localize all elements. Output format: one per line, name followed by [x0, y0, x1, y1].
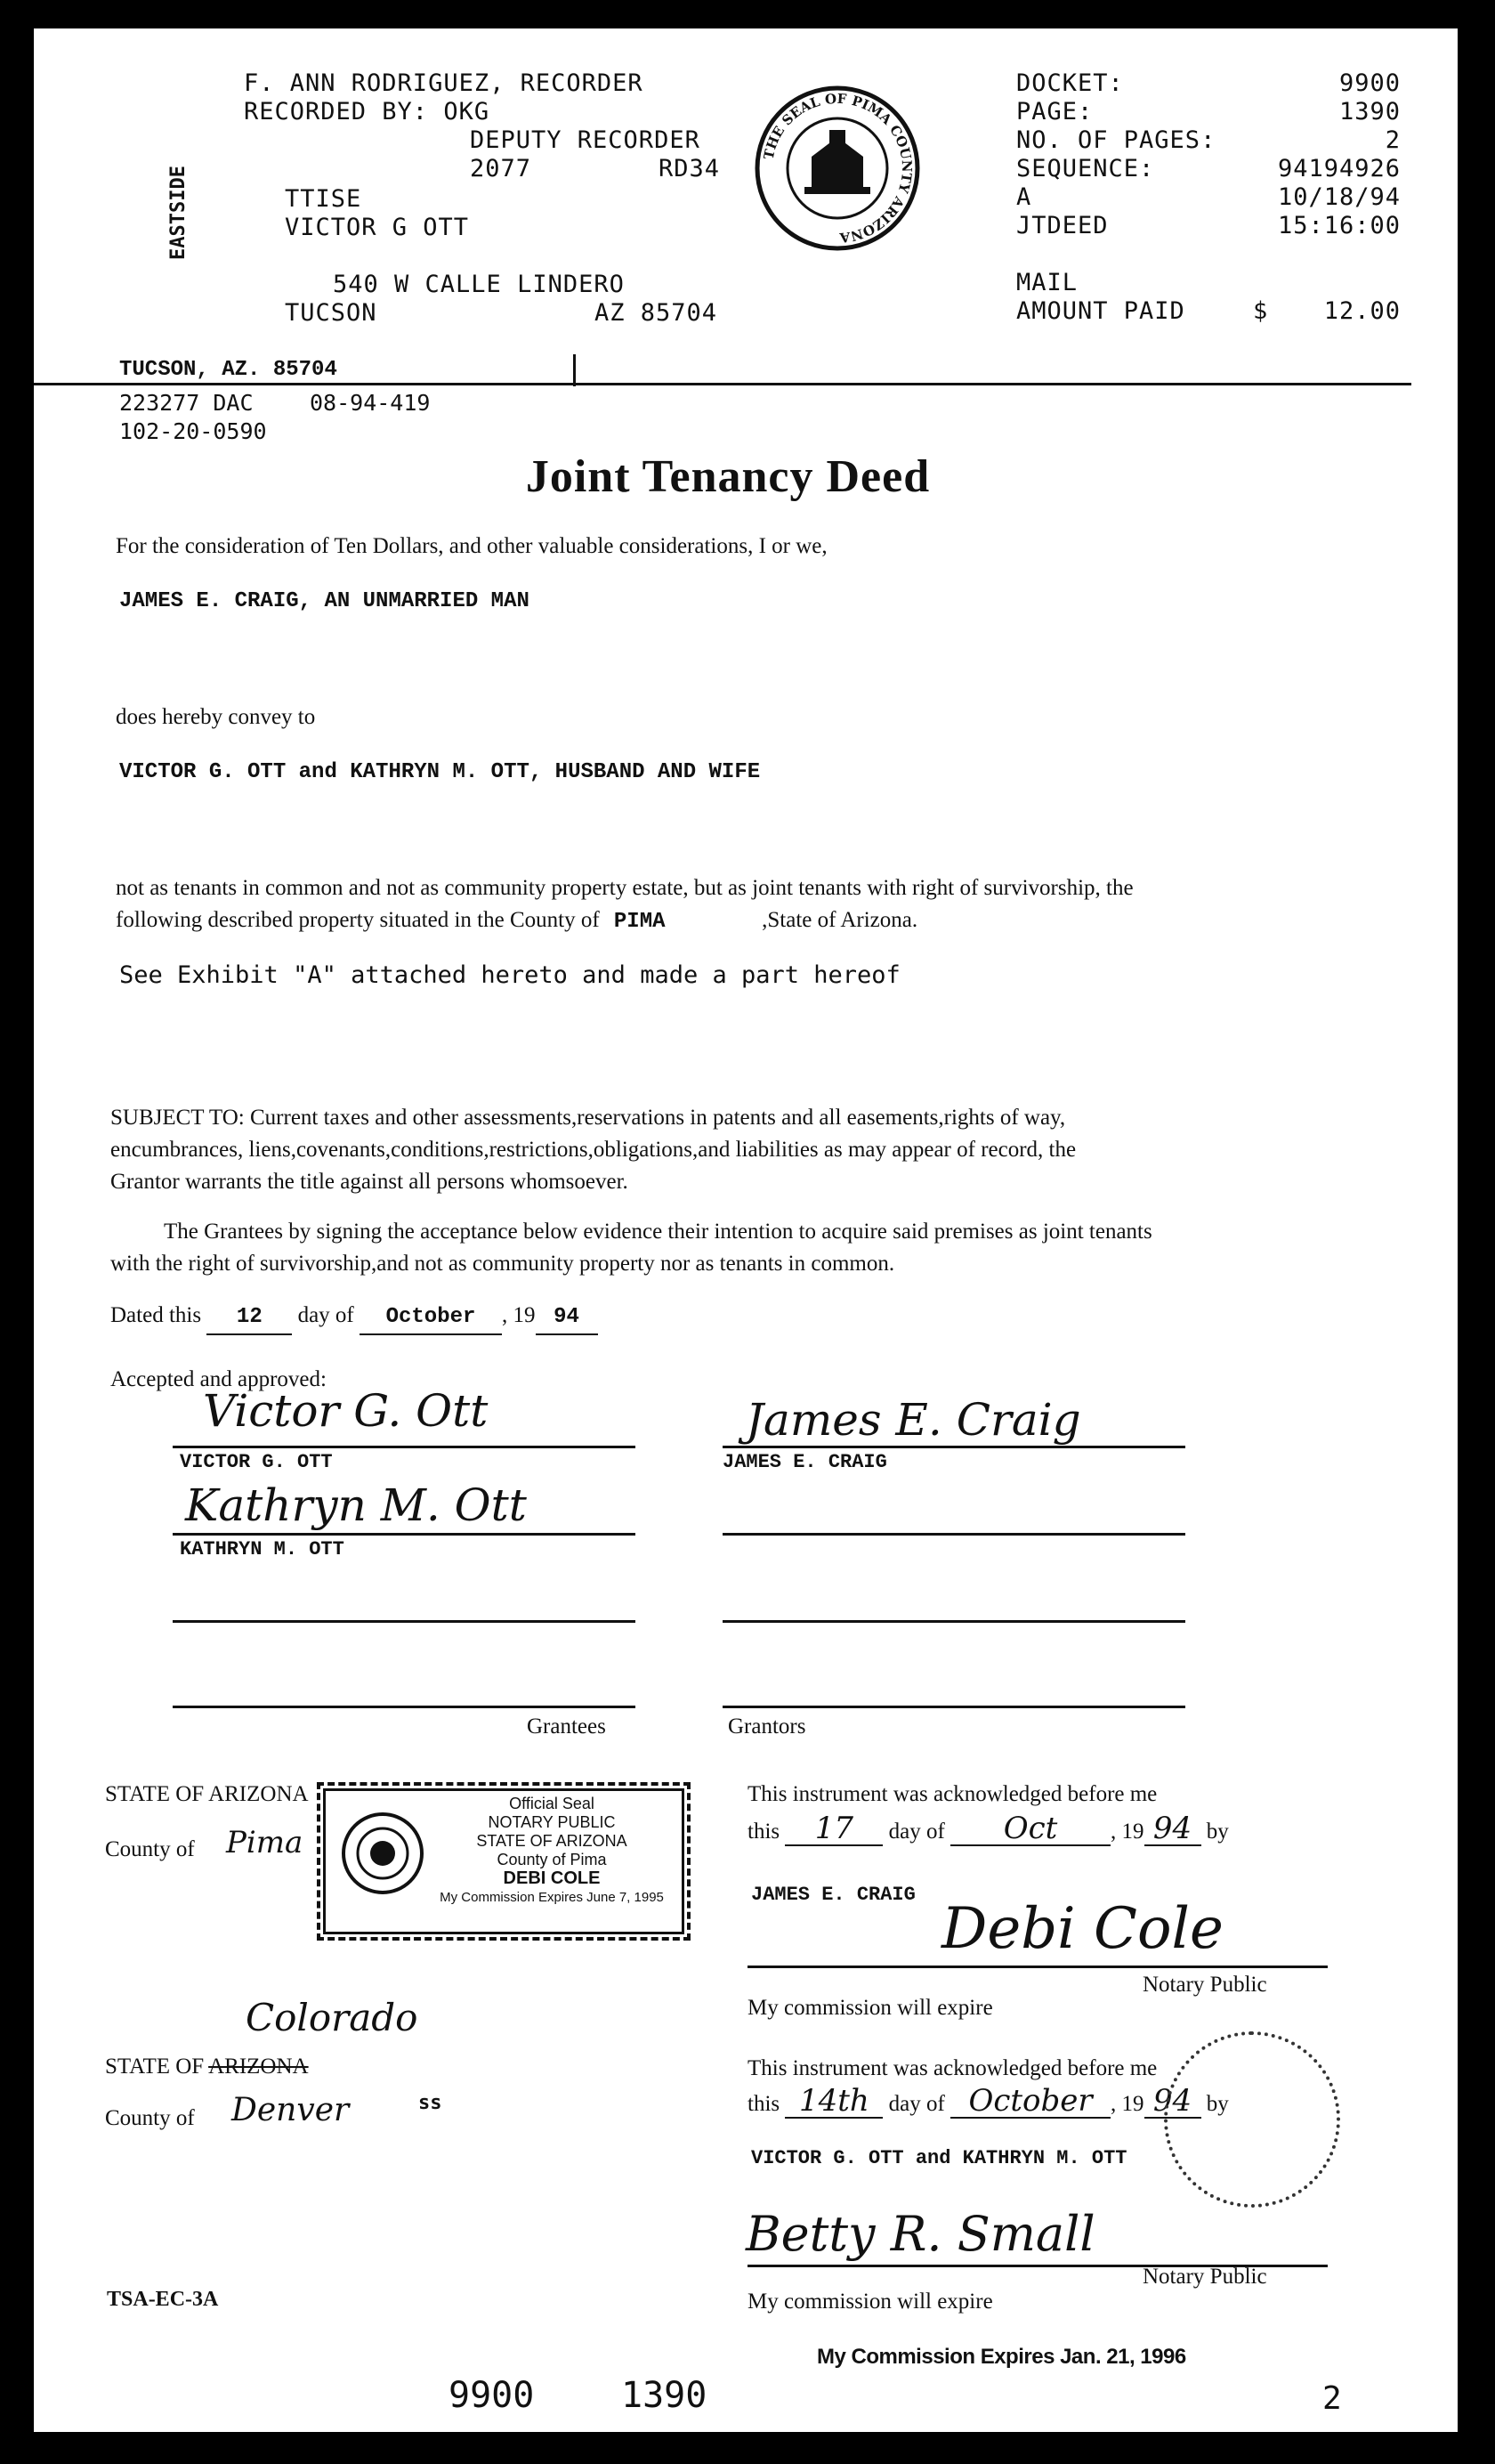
- sequence-label: SEQUENCE:: [1016, 155, 1155, 182]
- ack-month-co: October: [950, 2085, 1111, 2119]
- grantees-label: Grantees: [527, 1714, 606, 1739]
- ack-date-az: [748, 1812, 1229, 1848]
- docket-label: DOCKET:: [1016, 69, 1124, 97]
- ack-day-of-az: day of: [888, 1820, 945, 1844]
- signature-victor: Victor G. Ott: [203, 1385, 489, 1437]
- dated-day: 12: [206, 1301, 292, 1335]
- tenancy-line-2b: ,State of Arizona.: [762, 908, 918, 932]
- signature-kathryn: Kathryn M. Ott: [185, 1479, 527, 1531]
- seal-line-1: Official Seal: [509, 1795, 594, 1812]
- name-victor: VICTOR G. OTT: [180, 1451, 333, 1473]
- notary-seal-debi-cole: [317, 1782, 691, 1941]
- notary-public-label-az: Notary Public: [1143, 1973, 1267, 1997]
- subject-to-line-1: SUBJECT TO: Current taxes and other assessments,reservations in patents and all easements,rights of way,: [110, 1106, 1066, 1130]
- reference-line2-a: 223277 DAC: [119, 390, 254, 416]
- ack-by-az: by: [1206, 1820, 1229, 1844]
- signature-line-grantor-4: [723, 1706, 1185, 1708]
- consideration-text: For the consideration of Ten Dollars, and other valuable considerations, I or we,: [116, 534, 828, 558]
- reference-city: TUCSON, AZ. 85704: [119, 358, 337, 382]
- reference-line3: 102-20-0590: [119, 418, 267, 444]
- addressee-city: TUCSON: [285, 299, 377, 327]
- ack-date-co: [748, 2085, 1229, 2120]
- ack-year-co: 94: [1144, 2085, 1201, 2119]
- ack-day-of-co: day of: [888, 2092, 945, 2116]
- form-code: TSA-EC-3A: [107, 2288, 219, 2311]
- commission-expire-stamp-co: My Commission Expires Jan. 21, 1996: [817, 2345, 1186, 2369]
- tenancy-line-1: not as tenants in common and not as community property estate, but as joint tenants with right of survivorship, the: [116, 876, 1134, 900]
- name-james: JAMES E. CRAIG: [723, 1451, 887, 1473]
- grantee-names: VICTOR G. OTT and KATHRYN M. OTT, HUSBAND AND WIFE: [119, 760, 761, 784]
- state-struck-co: ARIZONA: [208, 2055, 309, 2079]
- dated-month: October: [360, 1301, 502, 1335]
- dated-mid: day of: [297, 1303, 354, 1327]
- deputy-recorder: DEPUTY RECORDER: [470, 126, 700, 154]
- addressee-street: 540 W CALLE LINDERO: [333, 271, 625, 298]
- state-of-prefix-co: STATE OF: [105, 2055, 205, 2079]
- recorded-time-value: 15:16:00: [1277, 212, 1401, 239]
- notary-signature-co: Betty R. Small: [746, 2206, 1095, 2262]
- notary-seal-text: [427, 1795, 676, 1907]
- footer-page: 1390: [621, 2375, 707, 2416]
- header-divider: [34, 383, 1411, 385]
- state-of-arizona: STATE OF ARIZONA: [105, 1782, 309, 1806]
- amount-currency: $: [1253, 297, 1269, 325]
- signature-line-grantor-3: [723, 1620, 1185, 1623]
- amount-paid-value: 12.00: [1323, 297, 1401, 325]
- docket-value: 9900: [1338, 69, 1401, 97]
- mail-label: MAIL: [1016, 269, 1079, 296]
- county-name: PIMA: [613, 910, 666, 934]
- tenancy-line-2a: following described property situated in the County of: [116, 908, 600, 932]
- dated-year: 94: [536, 1301, 598, 1335]
- county-of-label-az: County of: [105, 1837, 195, 1861]
- page-label: PAGE:: [1016, 98, 1094, 126]
- tenancy-line-2: [116, 904, 917, 938]
- footer-docket: 9900: [448, 2375, 535, 2416]
- pima-county-seal: [753, 84, 922, 253]
- seal-line-2: NOTARY PUBLIC: [488, 1813, 616, 1831]
- convey-text: does hereby convey to: [116, 705, 316, 729]
- dated-line: [110, 1300, 598, 1335]
- ack-this-co: this: [748, 2092, 780, 2116]
- recorded-by: RECORDED BY: OKG: [244, 98, 490, 126]
- sequence-value: 94194926: [1277, 155, 1401, 182]
- doc-type-label: JTDEED: [1016, 212, 1109, 239]
- ack-line-co: This instrument was acknowledged before me: [748, 2056, 1158, 2080]
- signature-line-james: [723, 1446, 1185, 1448]
- seal-line-5: DEBI COLE: [503, 1868, 601, 1888]
- pages-value: 2: [1385, 126, 1401, 154]
- ack-day-az: 17: [785, 1812, 883, 1846]
- recorded-date-value: 10/18/94: [1277, 183, 1401, 211]
- county-of-value-az: Pima: [226, 1825, 303, 1860]
- ack-signer-co: VICTOR G. OTT and KATHRYN M. OTT: [751, 2147, 1127, 2169]
- county-of-label-co: County of: [105, 2106, 195, 2130]
- signature-line-kathryn: [173, 1533, 635, 1536]
- exhibit-reference: See Exhibit "A" attached hereto and made a part hereof: [119, 961, 901, 989]
- reference-line2-b: 08-94-419: [310, 390, 431, 416]
- notary-signature-az: Debi Cole: [941, 1896, 1224, 1962]
- deed-page: [34, 28, 1458, 2432]
- signature-line-grantee-4: [173, 1706, 635, 1708]
- state-of-colorado: [105, 2051, 309, 2083]
- state-written-co: Colorado: [246, 1996, 418, 2039]
- eastside-stamp: EASTSIDE: [167, 166, 190, 260]
- seal-line-3: STATE OF ARIZONA: [476, 1832, 627, 1850]
- signature-james: James E. Craig: [746, 1394, 1081, 1446]
- ack-month-az: Oct: [950, 1812, 1111, 1846]
- county-of-value-co: Denver: [231, 2092, 350, 2128]
- deed-title: Joint Tenancy Deed: [525, 451, 931, 502]
- signature-line-victor: [173, 1446, 635, 1448]
- ack-by-co: by: [1206, 2092, 1229, 2116]
- subject-to-line-2: encumbrances, liens,covenants,conditions,restrictions,obligations,and liabilities as may appear of record, the: [110, 1138, 1077, 1162]
- ack-line-az: This instrument was acknowledged before me: [748, 1782, 1158, 1806]
- grantor-names: JAMES E. CRAIG, AN UNMARRIED MAN: [119, 589, 529, 613]
- footer-page-number: 2: [1322, 2380, 1342, 2417]
- addressee-state-zip: AZ 85704: [594, 299, 718, 327]
- page-value: 1390: [1338, 98, 1401, 126]
- arizona-seal-icon: [340, 1811, 425, 1896]
- ack-year-prefix-az: , 19: [1111, 1820, 1144, 1844]
- pages-label: NO. OF PAGES:: [1016, 126, 1216, 154]
- grantees-para-line-2: with the right of survivorship,and not as community property nor as tenants in common.: [110, 1252, 895, 1276]
- recorder-name: F. ANN RODRIGUEZ, RECORDER: [244, 69, 643, 97]
- recorder-code-b: RD34: [659, 155, 721, 182]
- notary-embossed-seal-co: [1164, 2031, 1340, 2208]
- ack-signer-az: JAMES E. CRAIG: [751, 1884, 916, 1906]
- dated-prefix: Dated this: [110, 1303, 202, 1327]
- commission-expire-co: My commission will expire: [748, 2290, 993, 2314]
- signature-line-grantor-2: [723, 1533, 1185, 1536]
- addressee-name: VICTOR G OTT: [285, 214, 470, 241]
- title-company: TTISE: [285, 185, 362, 213]
- amount-paid-label: AMOUNT PAID: [1016, 297, 1185, 325]
- seal-ring-text: THE SEAL OF PIMA COUNTY ARIZONA: [760, 90, 916, 247]
- dated-year-prefix: , 19: [502, 1303, 536, 1327]
- signature-line-grantee-3: [173, 1620, 635, 1623]
- ack-day-co: 14th: [785, 2085, 883, 2119]
- ack-this-az: this: [748, 1820, 780, 1844]
- commission-expire-az: My commission will expire: [748, 1996, 993, 2020]
- seal-line-6: My Commission Expires June 7, 1995: [440, 1890, 664, 1905]
- notary-line-az: [748, 1966, 1328, 1968]
- ss-co: ss: [418, 2092, 442, 2114]
- notary-public-label-co: Notary Public: [1143, 2265, 1267, 2289]
- accepted-approved: Accepted and approved:: [110, 1367, 327, 1391]
- grantors-label: Grantors: [728, 1714, 806, 1739]
- header-tick: [573, 354, 576, 386]
- name-kathryn: KATHRYN M. OTT: [180, 1538, 344, 1560]
- ack-year-az: 94: [1144, 1812, 1201, 1846]
- grantees-para-line-1: The Grantees by signing the acceptance below evidence their intention to acquire said premises as joint tenants: [164, 1220, 1152, 1244]
- ack-year-prefix-co: , 19: [1111, 2092, 1144, 2116]
- recorded-date-label: A: [1016, 183, 1032, 211]
- seal-line-4: County of Pima: [497, 1851, 607, 1868]
- recorder-code-a: 2077: [470, 155, 532, 182]
- subject-to-line-3: Grantor warrants the title against all persons whomsoever.: [110, 1170, 628, 1194]
